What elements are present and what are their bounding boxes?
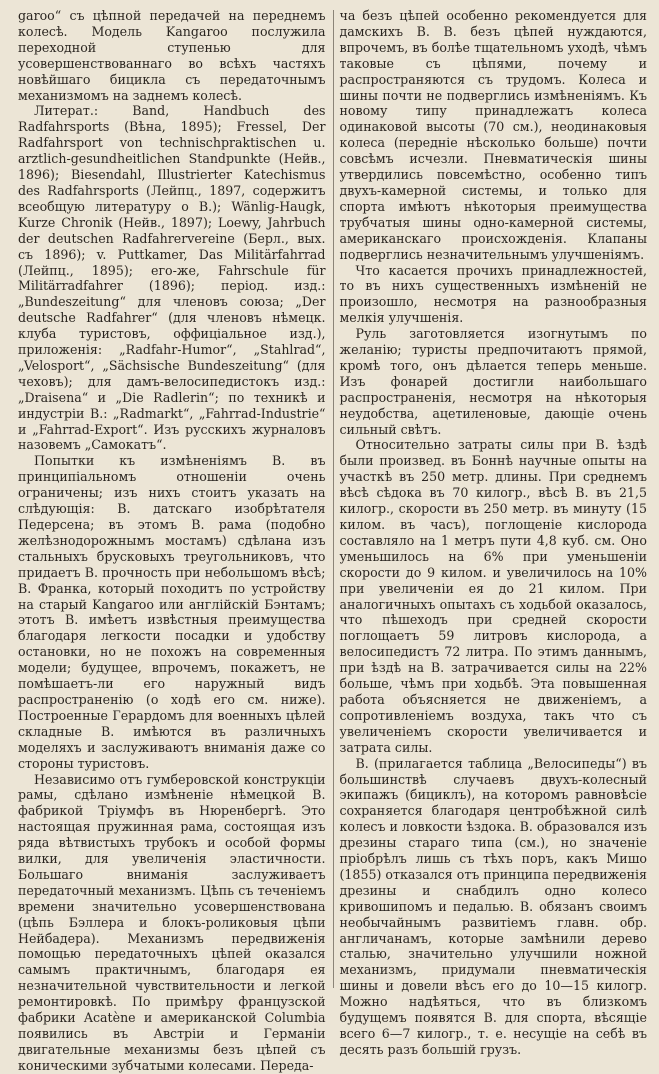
paragraph: ча безъ цѣпей особенно рекомендуется для дамскихъ В. В. безъ цѣпей нуждаются, впрочемъ, въ болѣе тщательномъ уходѣ, чѣмъ таковые съ цѣпями, почему и распространяются съ трудомъ. Колеса и шины почти не подверглись измѣненіямъ. Къ новому типу принадлежатъ колеса одинаковой высоты (70 см.), неодинаковыя колеса (передніе нѣсколько больше) почти совсѣмъ исчезли. Пневматическія шины утвердились повсемѣстно, особенно типъ двухъ-камерной системы, и только для спорта имѣютъ нѣкоторыя преимущества трубчатыя шины одно-камерной системы, американскаго происхожденія. Клапаны подверглись незначительнымъ улучшеніямъ.	[339, 8, 647, 262]
paragraph: Литерат.: Band, Handbuch des Radfahrsports (Вѣна, 1895); Fressel, Der Radfahrsport von technischpraktischen u. arztlich-gesundheitlichen Standpunkte (Нейв., 1896); Biesendahl, Illustrierter Katechismus des Radfahrsports (Лейпц., 1897, содержитъ всеобщую литературу о В.); Wänlig-Haugk, Kurze Chronik (Нейв., 1897); Loewy, Jahrbuch der deutschen Radfahrervereine (Берл., вых. съ 1896); v. Puttkamer, Das Militärfahrrad (Лейпц., 1895); его-же, Fahrschule für Militärradfahrer (1896); період. изд.: „Bundeszeitung“ для членовъ союза; „Der deutsche Radfahrer“ (для членовъ нѣмецк. клуба туристовъ, оффиціальное изд.), приложенія: „Radfahr-Humor“, „Stahlrad“, „Velosport“, „Sächsische Bundeszeitung“ (для чеховъ); для дамъ-велосипедистокъ изд.: „Draisena“ и „Die Radlerin“; по техникѣ и индустріи В.: „Radmarkt“, „Fahrrad-Industrie“ и „Fahrrad-Export“. Изъ русскихъ журналовъ назовемъ „Самокатъ“.	[18, 103, 326, 453]
paragraph: garoo“ съ цѣпной передачей на переднемъ колесѣ. Модель Kangaroo послужила переходной ступенью для усовершенствованнаго во всѣхъ частяхъ новѣйшаго бицикла съ передаточнымъ механизмомъ на заднемъ колесѣ.	[18, 8, 326, 103]
right-column	[332, 8, 648, 1057]
paragraph: В. (прилагается таблица „Велосипеды“) въ большинствѣ случаевъ двухъ-колесный экипажъ (бициклъ), на которомъ равновѣсіе сохраняется благодаря центробѣжной силѣ колесъ и ловкости ѣздока. В. образовался изъ дрезины стараго типа (см.), но значеніе пріобрѣлъ лишь съ тѣхъ поръ, какъ Мишо (1855) отказался отъ принципа передвиженія дрезины и снабдилъ одно колесо кривошипомъ и педалью. В. обязанъ своимъ необычайнымъ развитіемъ главн. обр. англичанамъ, которые замѣнили дерево сталью, значительно улучшили ножной механизмъ, придумали пневматическія шины и довели вѣсъ его до 10—15 килогр. Можно надѣяться, что въ близкомъ будущемъ появятся В. для спорта, вѣсящіе всего 6—7 килогр., т. е. несущіе на себѣ въ десять разъ большій грузъ.	[339, 755, 647, 1057]
paragraph: Относительно затраты силы при В. ѣздѣ были произвед. въ Боннѣ научные опыты на участкѣ въ 250 метр. длины. При среднемъ вѣсѣ сѣдока въ 70 килогр., вѣсѣ В. въ 21,5 килогр., скорости въ 250 метр. въ минуту (15 килом. въ часъ), поглощеніе кислорода составляло на 1 метръ пути 4,8 куб. см. Оно уменьшилось на 6% при уменьшеніи скорости до 9 килом. и увеличилось на 10% при увеличеніи ея до 21 килом. При аналогичныхъ опытахъ съ ходьбой оказалось, что пѣшеходъ при средней скорости поглощаетъ 59 литровъ кислорода, а велосипедистъ 72 литра. По этимъ даннымъ, при ѣздѣ на В. затрачивается силы на 22% больше, чѣмъ при ходьбѣ. Эта повышенная работа объясняется не движеніемъ, а сопротивленіемъ воздуха, такъ что съ увеличеніемъ скорости увеличивается и затрата силы.	[339, 437, 647, 755]
left-column	[18, 8, 332, 1073]
paragraph: Независимо отъ гумберовской конструкціи рамы, сдѣлано измѣненіе нѣмецкой В. фабрикой Тріумфъ въ Нюренбергѣ. Это настоящая пружинная рама, состоящая изъ ряда вѣтвистыхъ трубокъ и особой формы вилки, для увеличенія эластичности. Большаго вниманія заслуживаетъ передаточный механизмъ. Цѣпь съ теченіемъ времени значительно усовершенствована (цѣпь Бэллера и блокъ-роликовыя цѣпи Нейбадера). Механизмъ передвиженія помощью передаточныхъ цѣпей оказался самымъ практичнымъ, благодаря ея незначительной чувствительности и легкой ремонтировкѣ. По примѣру французской фабрики Acatène и американской Columbia появились въ Австріи и Германіи двигательные механизмы безъ цѣпей съ коническими зубчатыми колесами. Переда-	[18, 771, 326, 1073]
paragraph: Что касается прочихъ принадлежностей, то въ нихъ существенныхъ измѣненій не произошло, несмотря на разнообразныя мелкія улучшенія.	[339, 262, 647, 326]
paragraph: Попытки къ измѣненіямъ В. въ принципіальномъ отношеніи очень ограничены; изъ нихъ стоитъ указать на слѣдующія: В. датскаго изобрѣтателя Педерсена; въ этомъ В. рама (подобно желѣзнодорожнымъ мостамъ) сдѣлана изъ стальныхъ брусковыхъ треугольниковъ, что придаетъ В. прочность при небольшомъ вѣсѣ; В. Франка, который походитъ по устройству на старый Kangaroo или англійскій Бэнтамъ; этотъ В. имѣетъ извѣстныя преимущества благодаря легкости посадки и удобству остановки, но не похожъ на современныя модели; будущее, впрочемъ, покажетъ, не помѣшаетъ-ли его наружный видъ распространенію (о ходѣ его см. ниже). Построенные Герардомъ для военныхъ цѣлей складные В. имѣются въ различныхъ моделяхъ и заслуживаютъ вниманія даже со стороны туристовъ.	[18, 453, 326, 771]
paragraph: Руль заготовляется изогнутымъ по желанію; туристы предпочитаютъ прямой, кромѣ того, онъ дѣлается теперь меньше. Изъ фонарей достигли наибольшаго распространенія, несмотря на нѣкоторыя неудобства, ацетиленовые, дающіе очень сильный свѣтъ.	[339, 326, 647, 437]
column-divider	[333, 10, 334, 988]
